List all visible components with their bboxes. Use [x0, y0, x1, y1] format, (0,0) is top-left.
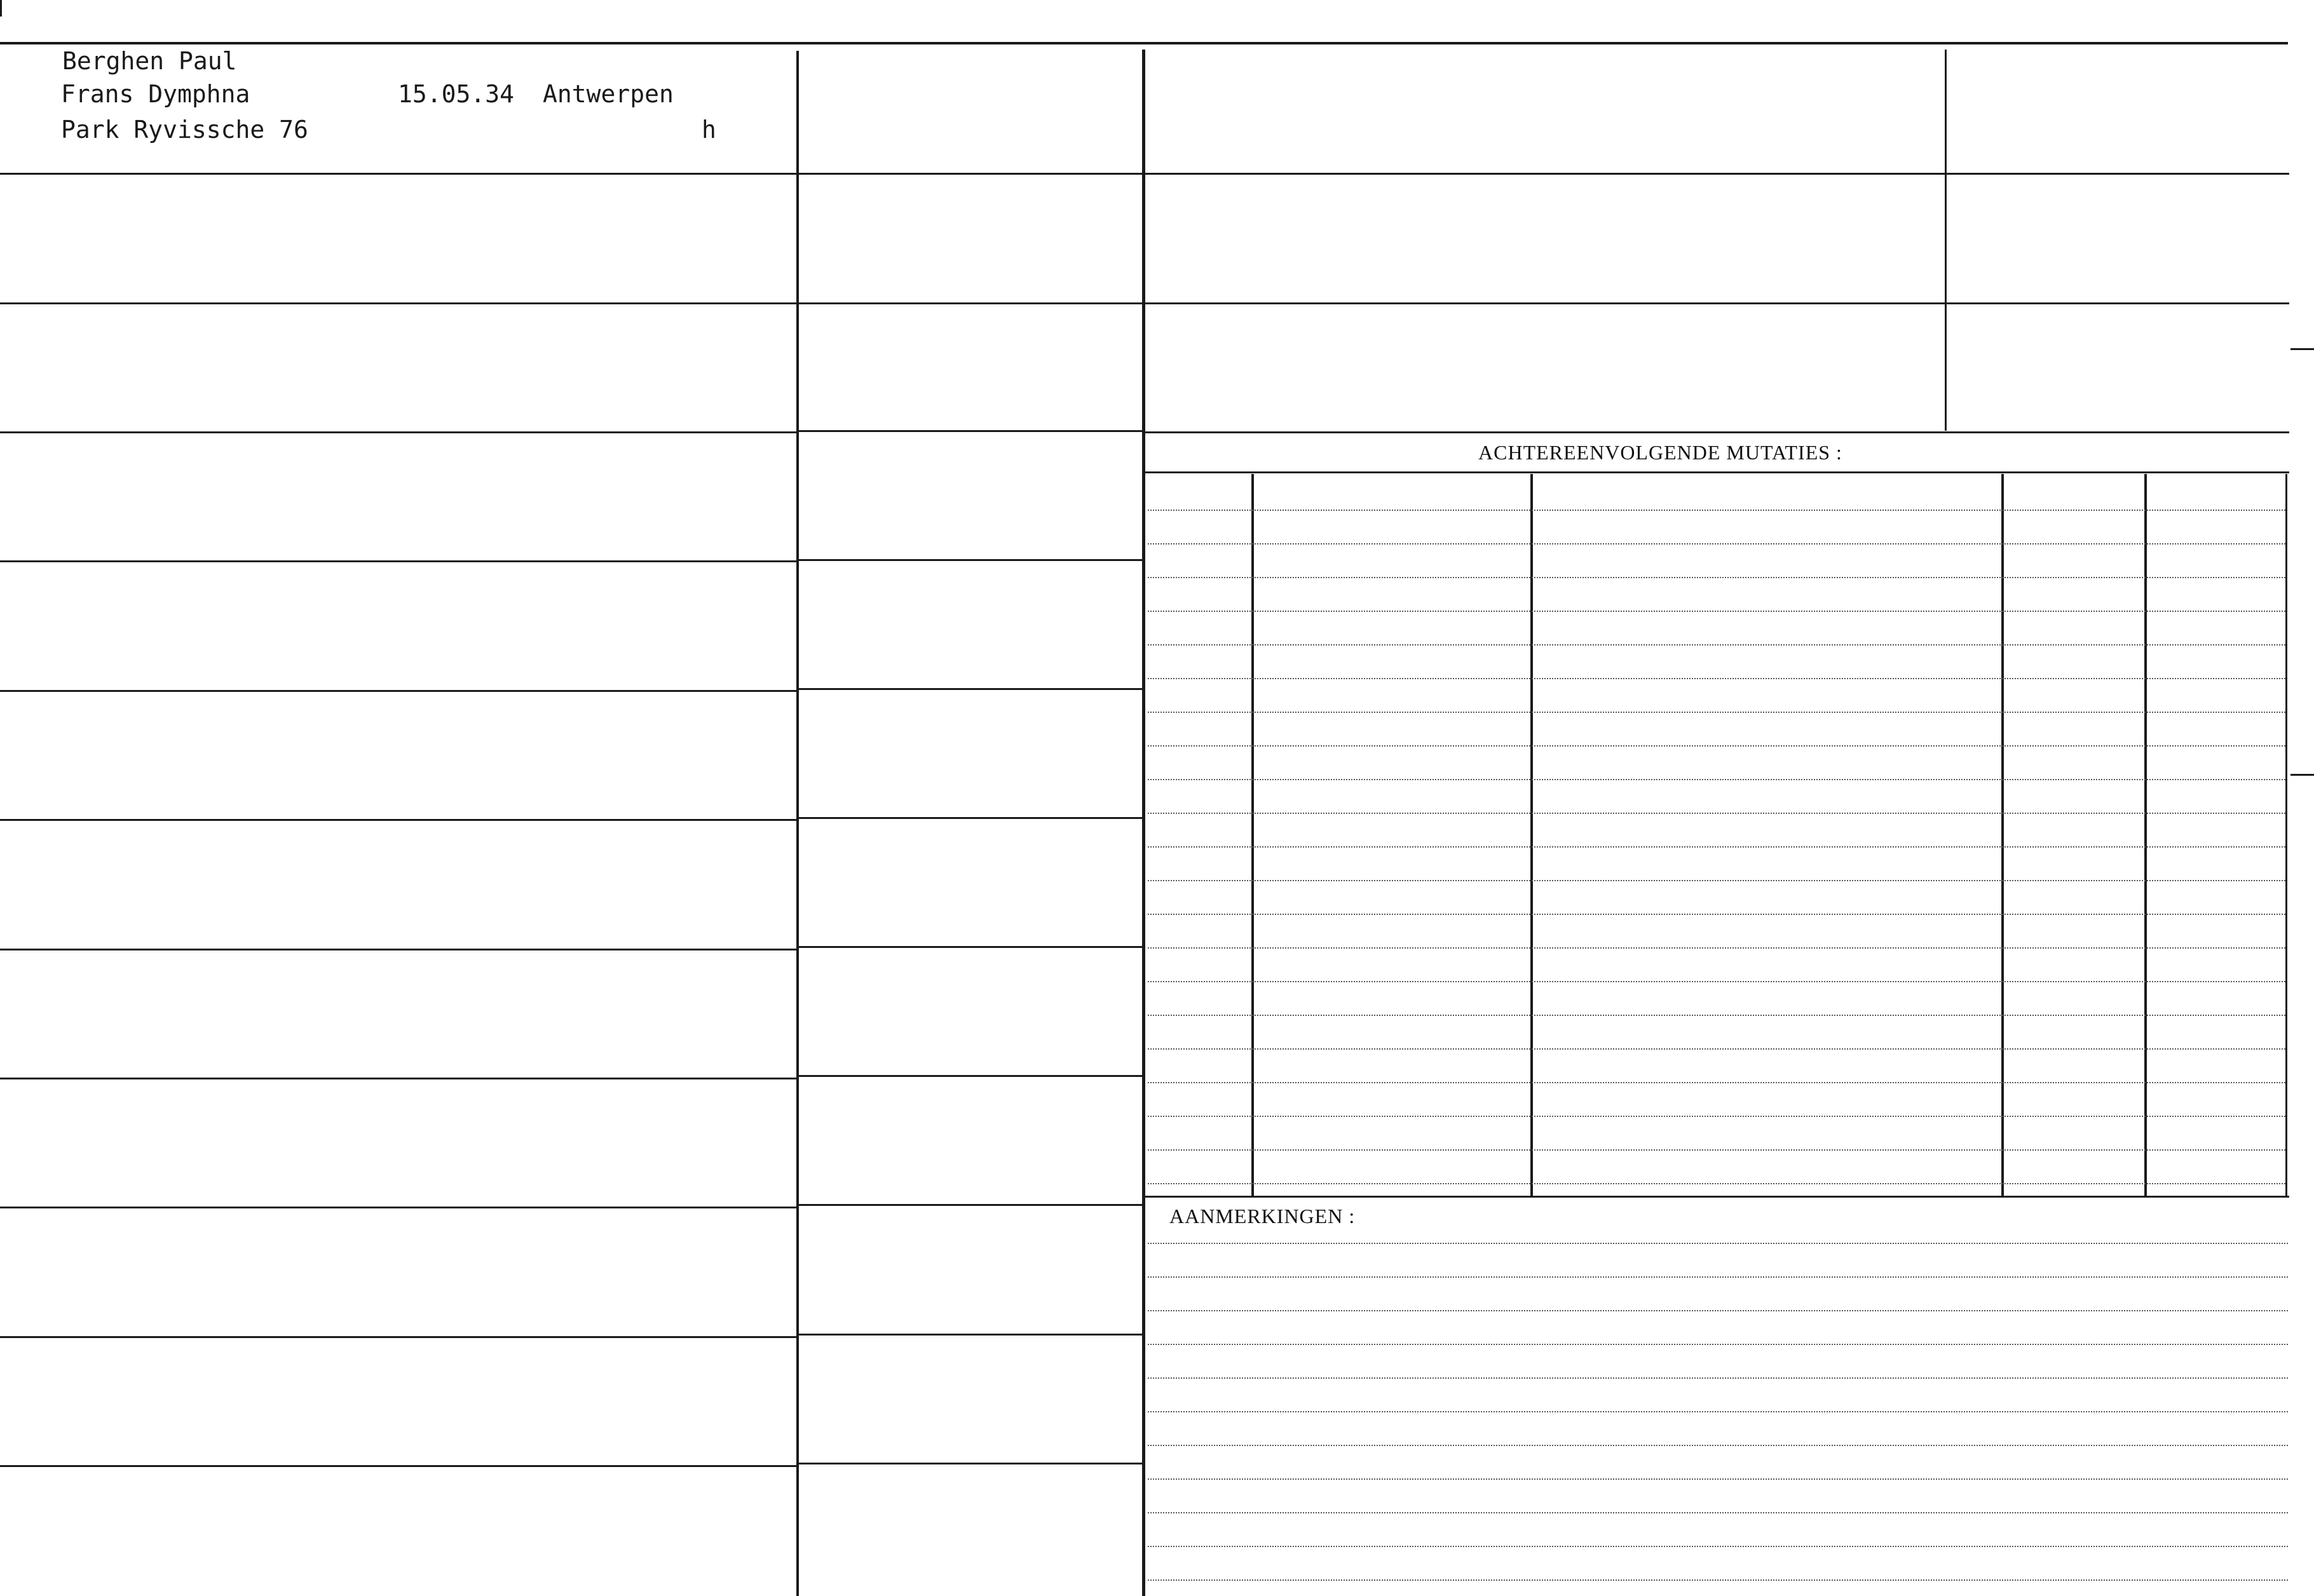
row-rule	[0, 431, 796, 433]
dotted-line	[1148, 947, 2285, 949]
row-rule	[1145, 302, 2289, 304]
dotted-line	[1148, 1149, 2285, 1151]
dotted-line	[1148, 543, 2285, 544]
marker-letter: h	[702, 116, 716, 144]
row-rule	[0, 819, 796, 821]
dotted-line	[1148, 1478, 2288, 1480]
dotted-line	[1148, 644, 2285, 646]
row-rule	[799, 430, 1142, 432]
dotted-line	[1148, 1445, 2288, 1446]
row-rule	[0, 560, 796, 562]
dotted-line	[1148, 880, 2285, 881]
dotted-line	[1148, 510, 2285, 511]
mutations-col-rule	[1251, 474, 1254, 1196]
dotted-line	[1148, 1579, 2288, 1581]
top-border-line	[0, 42, 2288, 44]
row-rule	[799, 817, 1142, 819]
dotted-line	[1148, 1082, 2285, 1083]
dotted-line	[1148, 577, 2285, 578]
dotted-line	[1148, 1243, 2288, 1244]
dotted-line	[1148, 1310, 2288, 1311]
dotted-line	[1148, 914, 2285, 915]
mutations-top-rule	[1145, 471, 2289, 473]
mutations-col-rule	[2001, 474, 2004, 1196]
row-rule	[799, 1204, 1142, 1206]
dotted-line	[1148, 1276, 2288, 1278]
birth-place: Antwerpen	[543, 80, 674, 108]
dotted-line	[1148, 813, 2285, 814]
column-rule-3	[1945, 50, 1947, 431]
row-rule	[799, 559, 1142, 561]
dotted-line	[1148, 779, 2285, 780]
row-rule	[799, 1463, 1142, 1464]
dotted-line	[1148, 1546, 2288, 1547]
given-names: Frans Dymphna	[61, 80, 250, 108]
dotted-line	[1148, 1344, 2288, 1345]
mutations-col-rule	[2144, 474, 2147, 1196]
row-rule	[799, 173, 1142, 175]
mutations-bottom-rule	[1145, 1196, 2289, 1198]
row-rule	[799, 302, 1142, 304]
mutations-col-rule	[2285, 474, 2287, 1196]
row-rule	[0, 949, 796, 950]
row-rule	[799, 1075, 1142, 1077]
dotted-line	[1148, 678, 2285, 679]
dotted-line	[1148, 1015, 2285, 1016]
column-rule-1	[796, 51, 799, 1596]
row-rule	[799, 946, 1142, 948]
address: Park Ryvissche 76	[61, 116, 308, 144]
row-rule	[0, 173, 796, 175]
dotted-line	[1148, 712, 2285, 713]
remarks-heading: AANMERKINGEN :	[1169, 1205, 1356, 1227]
dotted-line	[1148, 1048, 2285, 1050]
dotted-line	[1148, 1411, 2288, 1412]
row-rule	[1145, 173, 2289, 175]
row-rule	[0, 1465, 796, 1467]
row-rule	[1145, 431, 2289, 433]
dotted-line	[1148, 1116, 2285, 1117]
mutations-col-rule	[1530, 474, 1533, 1196]
row-rule	[0, 1078, 796, 1079]
dotted-line	[1148, 1512, 2288, 1513]
left-edge-mark	[0, 0, 2, 17]
dotted-line	[1148, 745, 2285, 747]
row-rule	[0, 690, 796, 692]
dotted-line	[1148, 981, 2285, 982]
row-rule	[0, 302, 796, 304]
row-rule	[0, 1207, 796, 1208]
row-rule	[799, 688, 1142, 690]
name-line: Berghen Paul	[62, 47, 237, 75]
row-rule	[799, 1334, 1142, 1336]
mutations-heading: ACHTEREENVOLGENDE MUTATIES :	[1478, 441, 1842, 464]
dotted-line	[1148, 611, 2285, 612]
dotted-line	[1148, 1377, 2288, 1379]
birth-date: 15.05.34	[398, 80, 515, 108]
dotted-line	[1148, 1183, 2285, 1184]
edge-tick	[2290, 348, 2314, 350]
row-rule	[0, 1336, 796, 1338]
dotted-line	[1148, 846, 2285, 848]
edge-tick	[2290, 774, 2314, 776]
column-rule-2	[1142, 50, 1145, 1596]
